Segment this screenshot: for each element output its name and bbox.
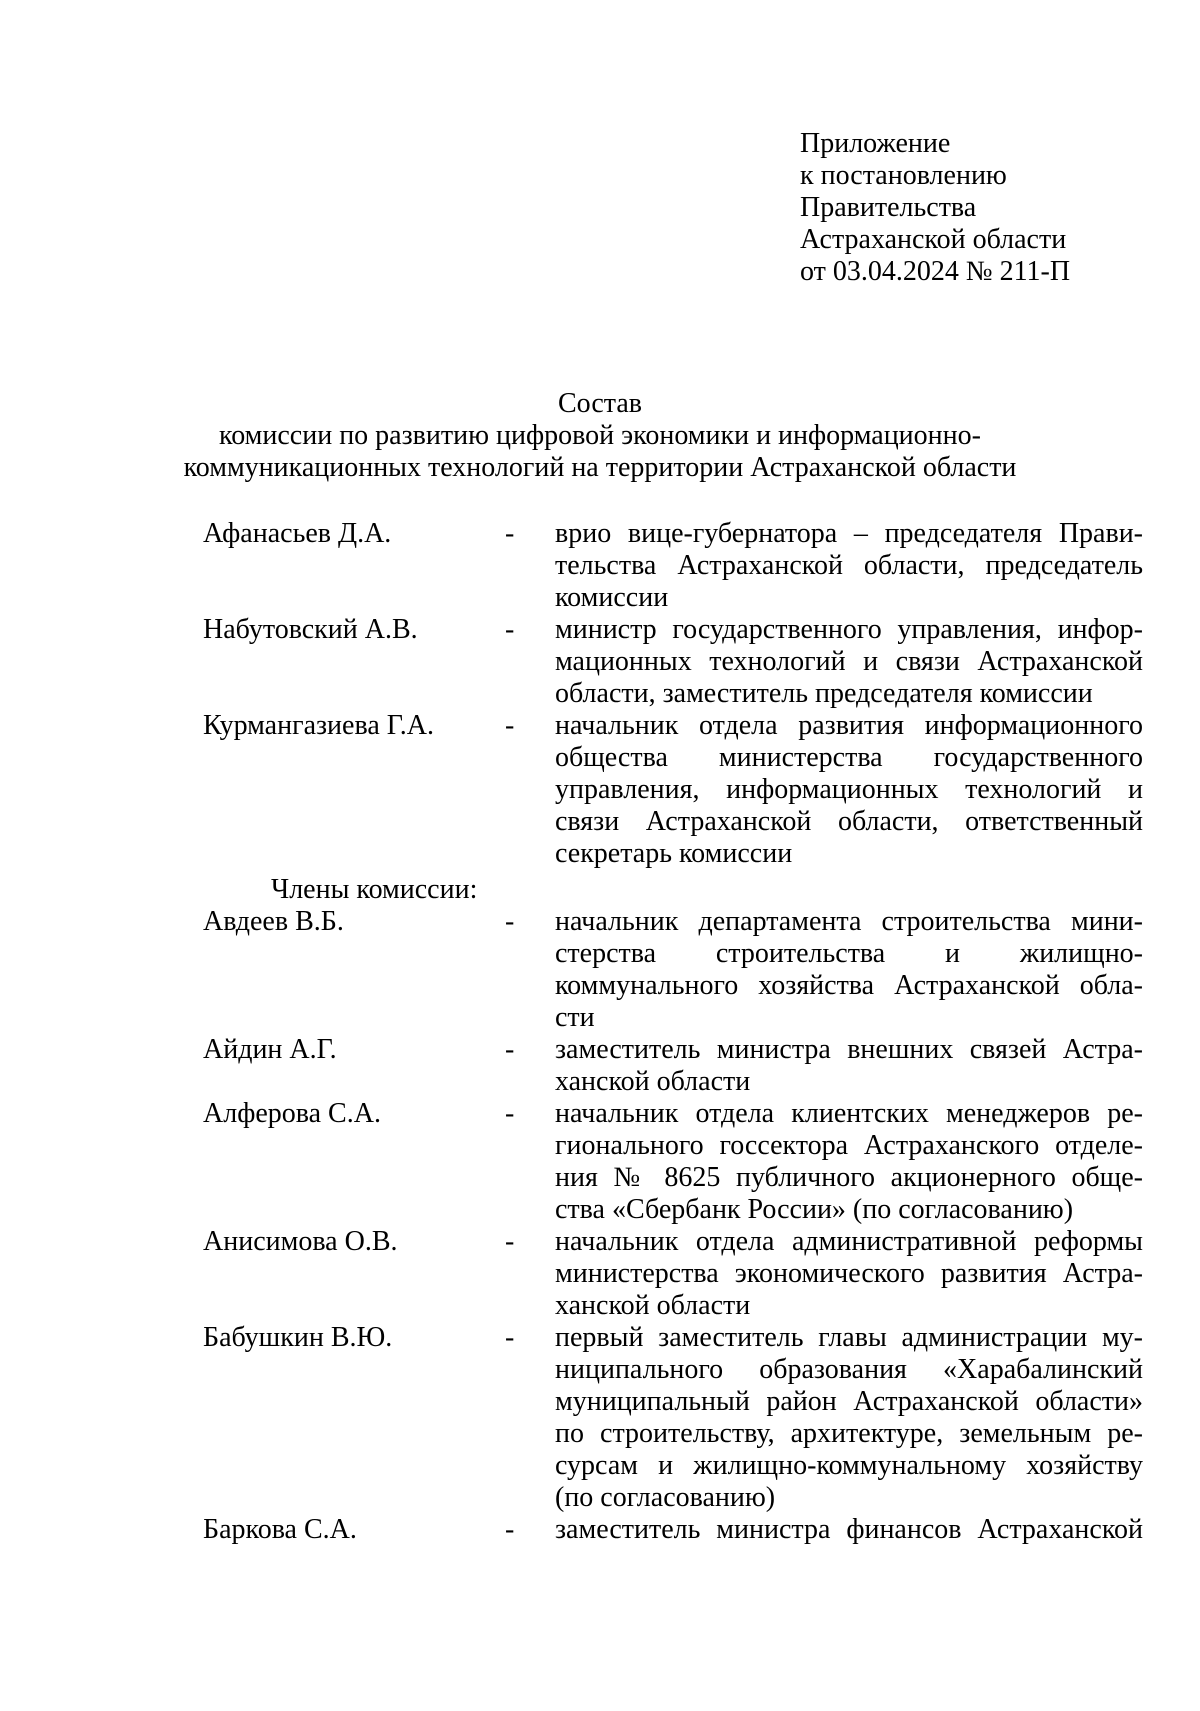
title-line: Состав [557,388,643,419]
member-name: Афанасьев Д.А. [203,518,392,549]
member-role-line: ханской области [555,1066,751,1097]
separator-dash: - [505,906,515,937]
appendix-line: Приложение [800,128,951,159]
member-role-line: министр государственного управления, инфор- [555,614,1143,645]
separator-dash: - [505,1098,515,1129]
member-role-line: ниципального образования «Харабалинский [555,1354,1143,1385]
separator-dash: - [505,1322,515,1353]
separator-dash: - [505,1226,515,1257]
member-name: Набутовский А.В. [203,614,418,645]
member-role [555,1034,1143,1098]
member-row [203,518,1143,614]
member-role-line: врио вице-губернатора – председателя Прави- [555,518,1143,549]
member-role [555,1514,1143,1546]
member-role-line: общества министерства государственного [555,742,1143,773]
appendix-line: к постановлению [800,160,1007,191]
member-role-line: по строительству, архитектуре, земельным ре- [555,1418,1143,1449]
member-role-line: связи Астраханской области, ответственный [555,806,1143,837]
member-role-line: начальник отдела клиентских менеджеров ре- [555,1098,1143,1129]
member-role-line: сурсам и жилищно-коммунальному хозяйству [555,1450,1143,1481]
separator-dash: - [505,518,515,549]
member-role-line: секретарь комиссии [555,838,793,869]
member-row [203,1034,1143,1098]
member-role-line: тельства Астраханской области, председатель [555,550,1143,581]
member-role-line: области, заместитель председателя комиссии [555,678,1093,709]
member-role-line: (по согласованию) [555,1482,776,1513]
member-role [555,518,1143,614]
member-role-line: ния № 8625 публичного акционерного обще- [555,1162,1143,1193]
appendix-line: от 03.04.2024 № 211-П [800,256,1071,287]
member-row [203,710,1143,870]
member-role-line: коммунального хозяйства Астраханской обла- [555,970,1143,1001]
member-role [555,1098,1143,1226]
member-role-line: стерства строительства и жилищно- [555,938,1143,969]
member-row [203,614,1143,710]
member-role [555,1322,1143,1514]
document-title [0,388,1200,484]
member-name: Алферова С.А. [203,1098,381,1129]
title-line: коммуникационных технологий на территории Астраханской области [183,452,1017,483]
member-role-line: начальник департамента строительства мини- [555,906,1143,937]
member-name: Курмангазиева Г.А. [203,710,434,741]
member-role-line: мационных технологий и связи Астраханской [555,646,1143,677]
member-name: Айдин А.Г. [203,1034,337,1065]
appendix-line: Астраханской области [800,224,1067,255]
separator-dash: - [505,710,515,741]
appendix-block [800,128,1070,288]
member-row [203,1226,1143,1322]
members-heading: Члены комиссии: [271,874,478,905]
member-role [555,710,1143,870]
separator-dash: - [505,614,515,645]
member-role-line: первый заместитель главы администрации му- [555,1322,1143,1353]
member-role-line: гионального госсектора Астраханского отделе- [555,1130,1143,1161]
member-name: Анисимова О.В. [203,1226,398,1257]
member-role [555,1226,1143,1322]
separator-dash: - [505,1514,515,1545]
member-row [203,1322,1143,1514]
member-role-line: министерства экономического развития Астра- [555,1258,1143,1289]
member-name: Баркова С.А. [203,1514,357,1545]
commission-list [203,518,1143,1546]
member-role-line: сти [555,1002,595,1033]
member-role-line: начальник отдела административной реформы [555,1226,1143,1257]
member-name: Авдеев В.Б. [203,906,344,937]
member-role-line: комиссии [555,582,669,613]
member-role-line: заместитель министра внешних связей Астра- [555,1034,1143,1065]
member-role-line: начальник отдела развития информационного [555,710,1143,741]
title-line: комиссии по развитию цифровой экономики и информационно- [219,420,981,451]
member-role-line: ханской области [555,1290,751,1321]
member-role-line: заместитель министра финансов Астраханской [555,1514,1143,1545]
member-row [203,906,1143,1034]
separator-dash: - [505,1034,515,1065]
member-role-line: муниципальный район Астраханской области» [555,1386,1143,1417]
member-role [555,906,1143,1034]
member-row [203,1514,1143,1546]
member-role [555,614,1143,710]
member-role-line: ства «Сбербанк России» (по согласованию) [555,1194,1074,1225]
member-name: Бабушкин В.Ю. [203,1322,393,1353]
member-role-line: управления, информационных технологий и [555,774,1143,805]
appendix-line: Правительства [800,192,977,223]
member-row [203,1098,1143,1226]
